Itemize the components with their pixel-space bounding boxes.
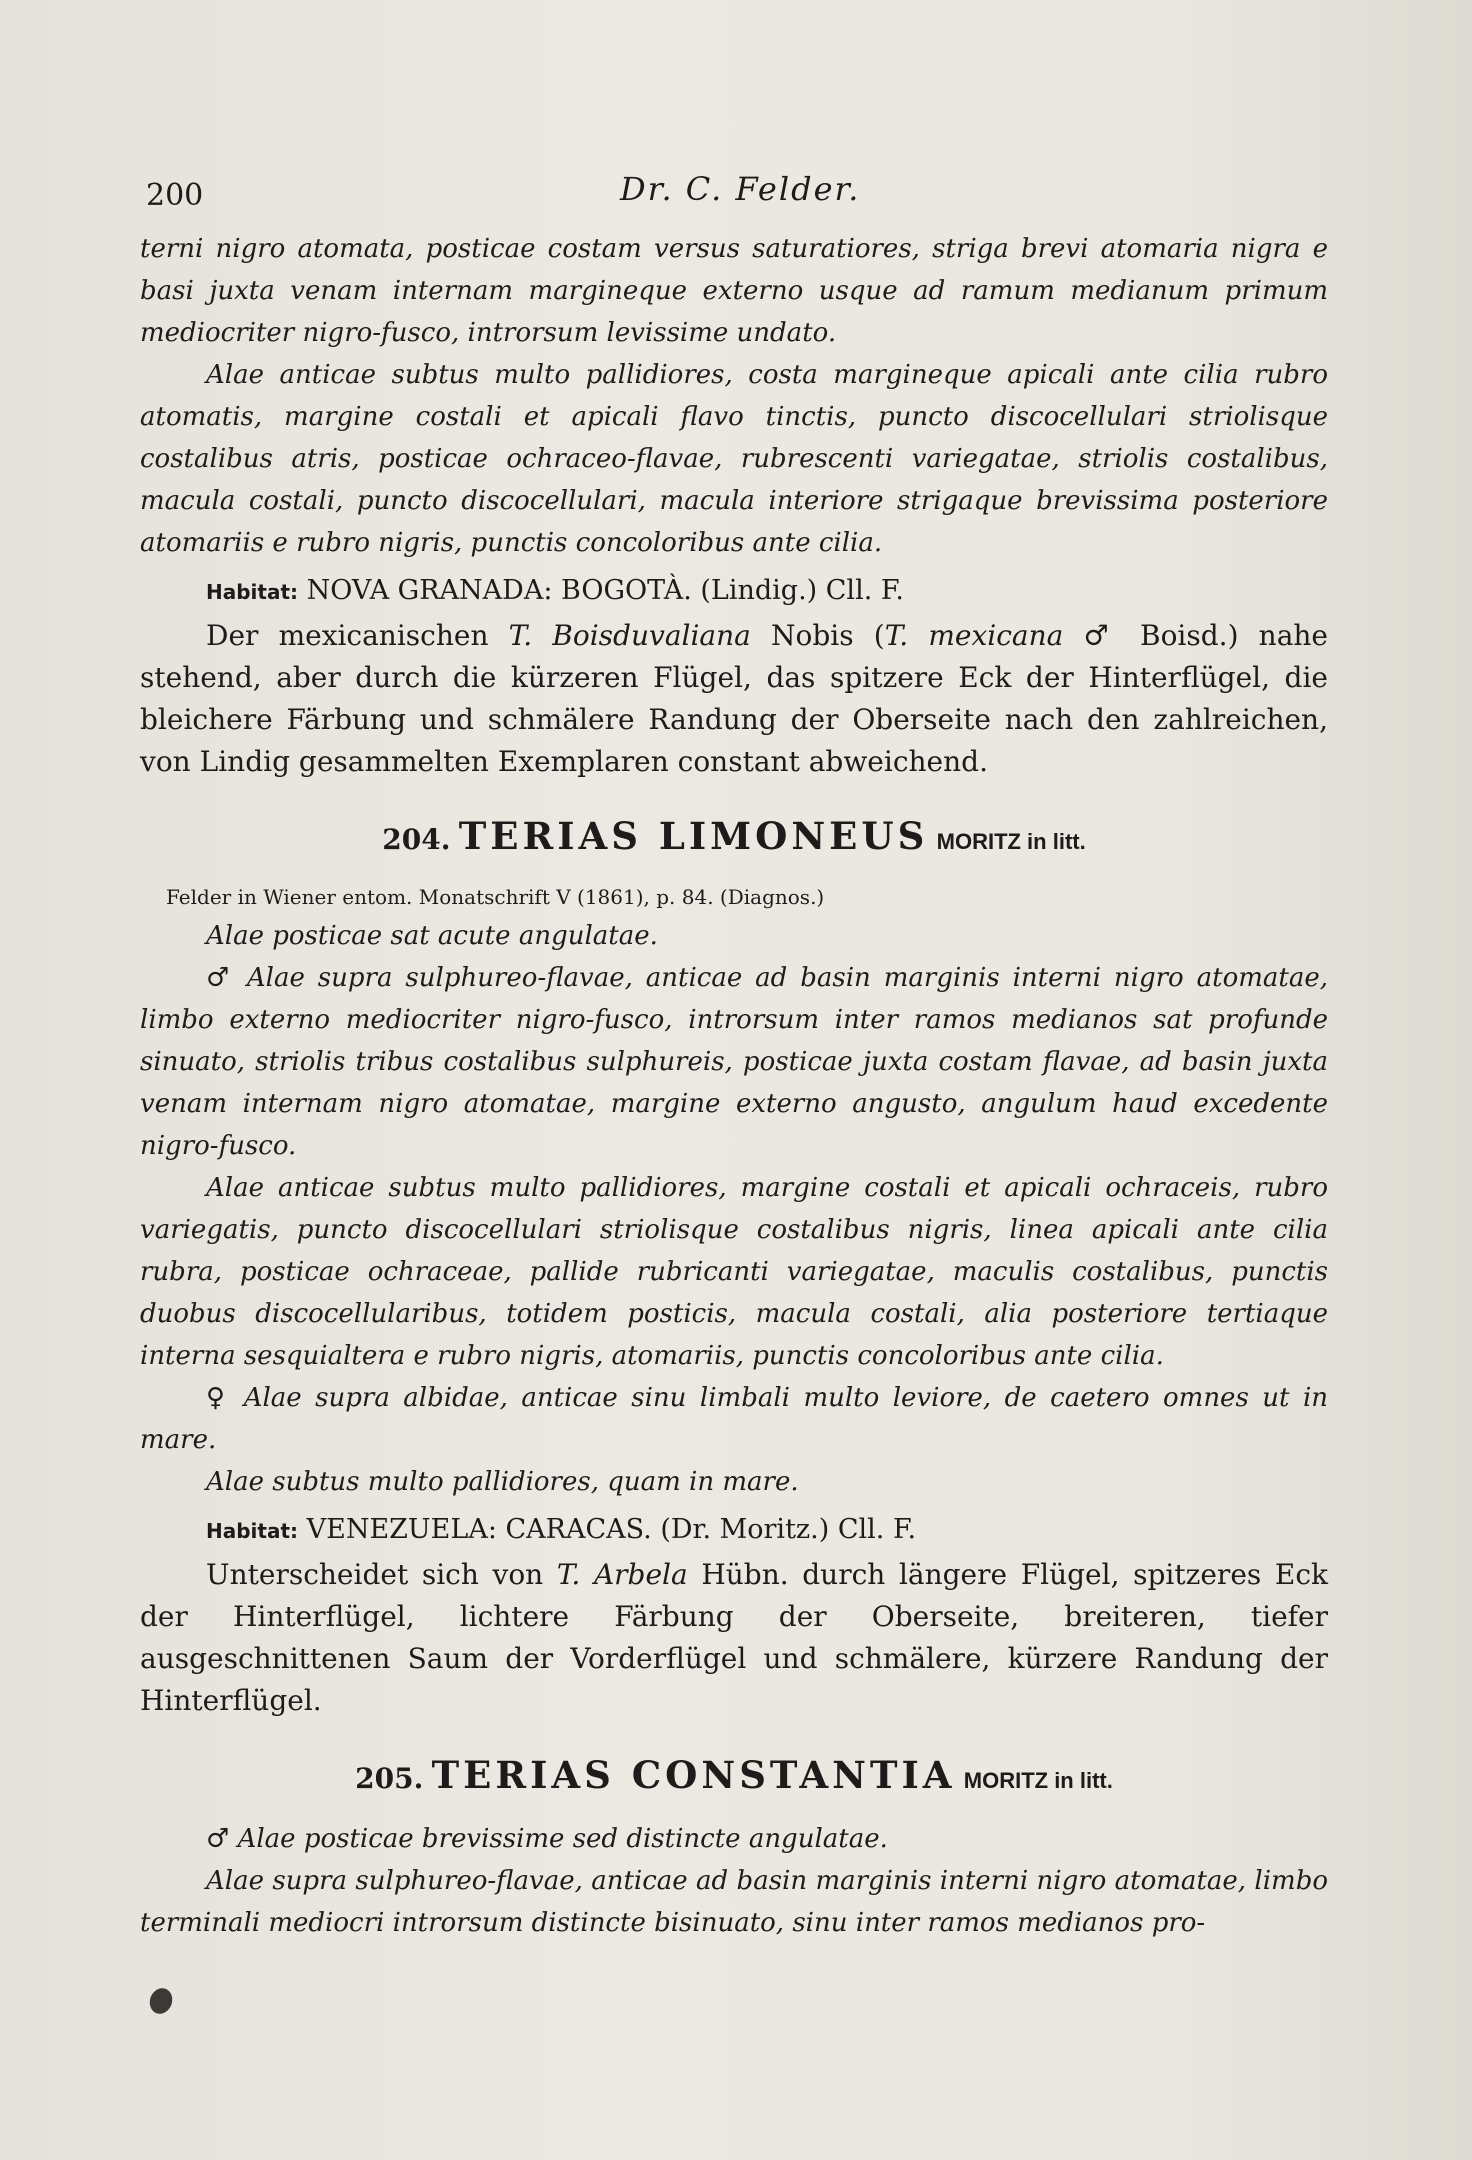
species-number: 205. <box>355 1762 424 1795</box>
note-text: Der mexicanischen <box>206 619 509 652</box>
ink-speck <box>146 1985 176 2017</box>
habitat-text: NOVA GRANADA: BOGOTÀ. (Lindig.) Cll. F. <box>306 575 904 606</box>
page-number: 200 <box>146 178 204 213</box>
habitat-line <box>206 1509 1328 1552</box>
species-heading <box>140 1752 1328 1804</box>
latin-paragraph: Alae supra sulphureo-flavae, anticae ad basin marginis interni nigro atomatae, limbo terminali mediocri introrsum distincte bisinuato, sinu inter ramos medianos pro- <box>140 1866 1328 1938</box>
german-note <box>140 1554 1328 1722</box>
habitat-label: Habitat: <box>206 580 299 604</box>
species-ref: T. Boisduvaliana <box>508 619 751 652</box>
note-text: Nobis ( <box>750 619 885 652</box>
latin-paragraph: ♂ Alae supra sulphureo-flavae, anticae ad basin marginis interni nigro atomatae, limbo externo mediocriter nigro-fusco, introrsum inter ramos medianos sat profunde sinuato, striolis tribus costalibus sulphureis, posticae juxta costam flavae, ad basin juxta venam internam nigro atomatae, margine externo angusto, angulum haud excedente nigro-fusco. <box>140 963 1328 1161</box>
species-name: TERIAS LIMONEUS <box>458 814 929 858</box>
latin-paragraph: Alae anticae subtus multo pallidiores, margine costali et apicali ochraceis, rubro variegatis, puncto discocellulari striolisque costalibus nigris, linea apicali ante cilia rubra, posticae ochraceae, pallide rubricanti variegatae, maculis costalibus, punctis duobus discocellularibus, totidem posticis, macula costali, alia posteriore tertiaque interna sesquialtera e rubro nigris, atomariis, punctis concoloribus ante cilia. <box>140 1173 1328 1371</box>
species-name: TERIAS CONSTANTIA <box>431 1753 956 1797</box>
habitat-text: VENEZUELA: CARACAS. (Dr. Moritz.) Cll. F. <box>306 1514 917 1545</box>
running-head: Dr. C. Felder. <box>620 170 861 208</box>
latin-paragraph: Alae anticae subtus multo pallidiores, costa margineque apicali ante cilia rubro atomatis, margine costali et apicali flavo tinctis, puncto discocellulari striolisque costalibus atris, posticae ochraceo-flavae, rubrescenti variegatae, striolis costalibus, macula costali, puncto discocellulari, macula interiore strigaque brevissima posteriore atomariis e rubro nigris, punctis concoloribus ante cilia. <box>140 360 1328 558</box>
latin-paragraph: ♀ Alae supra albidae, anticae sinu limbali multo leviore, de caetero omnes ut in mare. <box>140 1383 1328 1455</box>
species-author: MORITZ in litt. <box>963 1768 1113 1793</box>
latin-paragraph: Alae posticae sat acute angulatae. <box>206 921 658 951</box>
page-header <box>0 170 1472 220</box>
citation: Felder in Wiener entom. Monatschrift V (1861), p. 84. (Diagnos.) <box>166 885 825 909</box>
species-number: 204. <box>382 823 451 856</box>
page-body <box>140 228 1328 1944</box>
species-heading <box>140 813 1328 865</box>
habitat-label: Habitat: <box>206 1519 299 1543</box>
latin-paragraph: terni nigro atomata, posticae costam versus saturatiores, striga brevi atomaria nigra e basi juxta venam internam margineque externo usque ad ramum medianum primum mediocriter nigro-fusco, introrsum levissime undato. <box>140 234 1328 348</box>
habitat-line <box>206 570 1328 613</box>
species-ref: T. Arbela <box>556 1558 688 1591</box>
note-text: Hübn. durch längere Flügel, spitzeres Eck der Hinterflügel, lichtere Färbung der Oberseite, breiteren, tiefer ausgeschnittenen Saum der Vorderflügel und schmälere, kürzere Randung der Hinterflügel. <box>140 1558 1328 1717</box>
german-note <box>140 615 1328 783</box>
species-author: MORITZ in litt. <box>936 829 1086 854</box>
note-text: ♂ Boisd.) nahe stehend, aber durch die kürzeren Flügel, das spitzere Eck der Hinterflügel, die bleichere Färbung und schmälere Randung der Oberseite nach den zahlreichen, von Lindig gesammelten Exemplaren constant abweichend. <box>140 619 1328 778</box>
latin-paragraph: ♂ Alae posticae brevissime sed distincte angulatae. <box>206 1824 888 1854</box>
latin-paragraph: Alae subtus multo pallidiores, quam in mare. <box>206 1467 799 1497</box>
note-text: Unterscheidet sich von <box>206 1558 557 1591</box>
species-ref: T. mexicana <box>884 619 1064 652</box>
